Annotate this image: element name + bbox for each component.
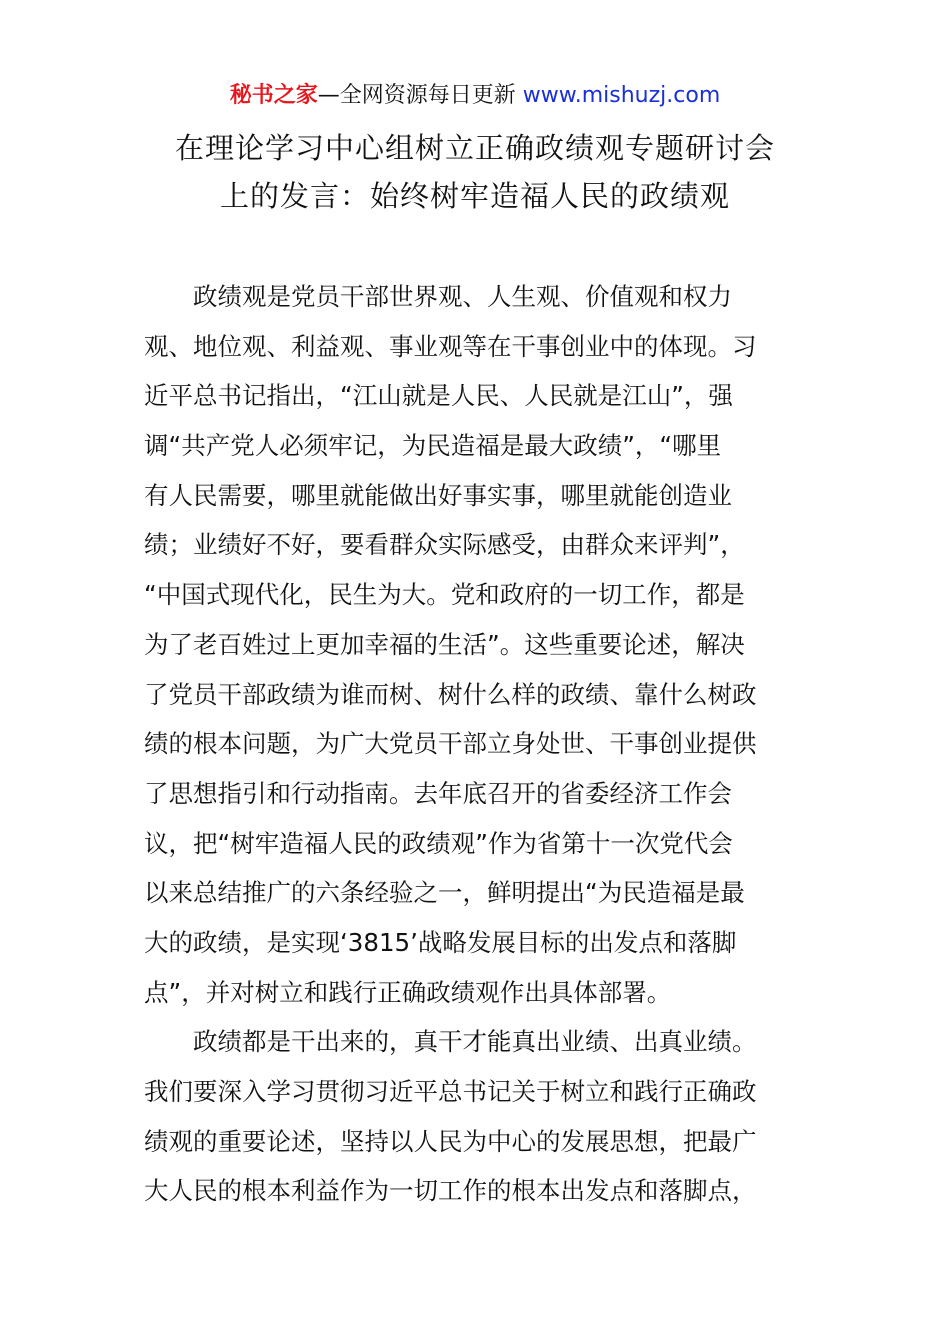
paragraph-line: 绩；业绩好不好，要看群众实际感受，由群众来评判”，: [144, 530, 745, 560]
paragraph-line: 观、地位观、利益观、事业观等在干事创业中的体现。习: [144, 331, 757, 361]
title-line-2: 上的发言：始终树牢造福人民的政绩观: [219, 179, 730, 213]
brand-name: 秘书之家: [229, 83, 318, 108]
paragraph-line: 有人民需要，哪里就能做出好事实事，哪里就能创造业: [144, 480, 732, 510]
paragraph-line: 以来总结推广的六条经验之一，鲜明提出“为民造福是最: [144, 878, 745, 908]
paragraph-line: 我们要深入学习贯彻习近平总书记关于树立和践行正确政: [144, 1077, 757, 1106]
paragraph-line: 点”，并对树立和践行正确政绩观作出具体部署。: [144, 977, 672, 1007]
site-tagline: —全网资源每日更新: [317, 83, 516, 108]
paragraph-line: 绩观的重要论述，坚持以人民为中心的发展思想，把最广: [144, 1126, 757, 1156]
site-url-link[interactable]: www.mishuzj.com: [522, 83, 721, 108]
paragraph-line: 绩的根本问题，为广大党员干部立身处世、干事创业提供: [144, 729, 757, 759]
paragraph-line: 政绩都是干出来的，真干才能真出业绩、出真业绩。: [193, 1027, 757, 1057]
document-title: [100, 124, 850, 220]
site-header: [0, 80, 950, 112]
paragraph-line: 政绩观是党员干部世界观、人生观、价值观和权力: [193, 282, 732, 311]
paragraph-line: 大人民的根本利益作为一切工作的根本出发点和落脚点，: [144, 1176, 757, 1206]
paragraph-line: 为了老百姓过上更加幸福的生活”。这些重要论述，解决: [144, 629, 745, 659]
paragraph-line: 了党员干部政绩为谁而树、树什么样的政绩、靠什么树政: [144, 679, 757, 709]
paragraph-line: “中国式现代化，民生为大。党和政府的一切工作，都是: [144, 580, 745, 610]
title-line-1: 在理论学习中心组树立正确政绩观专题研讨会: [174, 131, 775, 165]
paragraph-line: 了思想指引和行动指南。去年底召开的省委经济工作会: [144, 778, 732, 808]
paragraph-line: 大的政绩，是实现‘3815’战略发展目标的出发点和落脚: [144, 927, 737, 957]
paragraph-line: 近平总书记指出，“江山就是人民、人民就是江山”，强: [144, 381, 733, 411]
paragraph-line: 调“共产党人必须牢记，为民造福是最大政绩”，“哪里: [144, 431, 722, 461]
paragraph-line: 议，把“树牢造福人民的政绩观”作为省第十一次党代会: [144, 828, 733, 858]
document-body: [144, 272, 814, 1216]
